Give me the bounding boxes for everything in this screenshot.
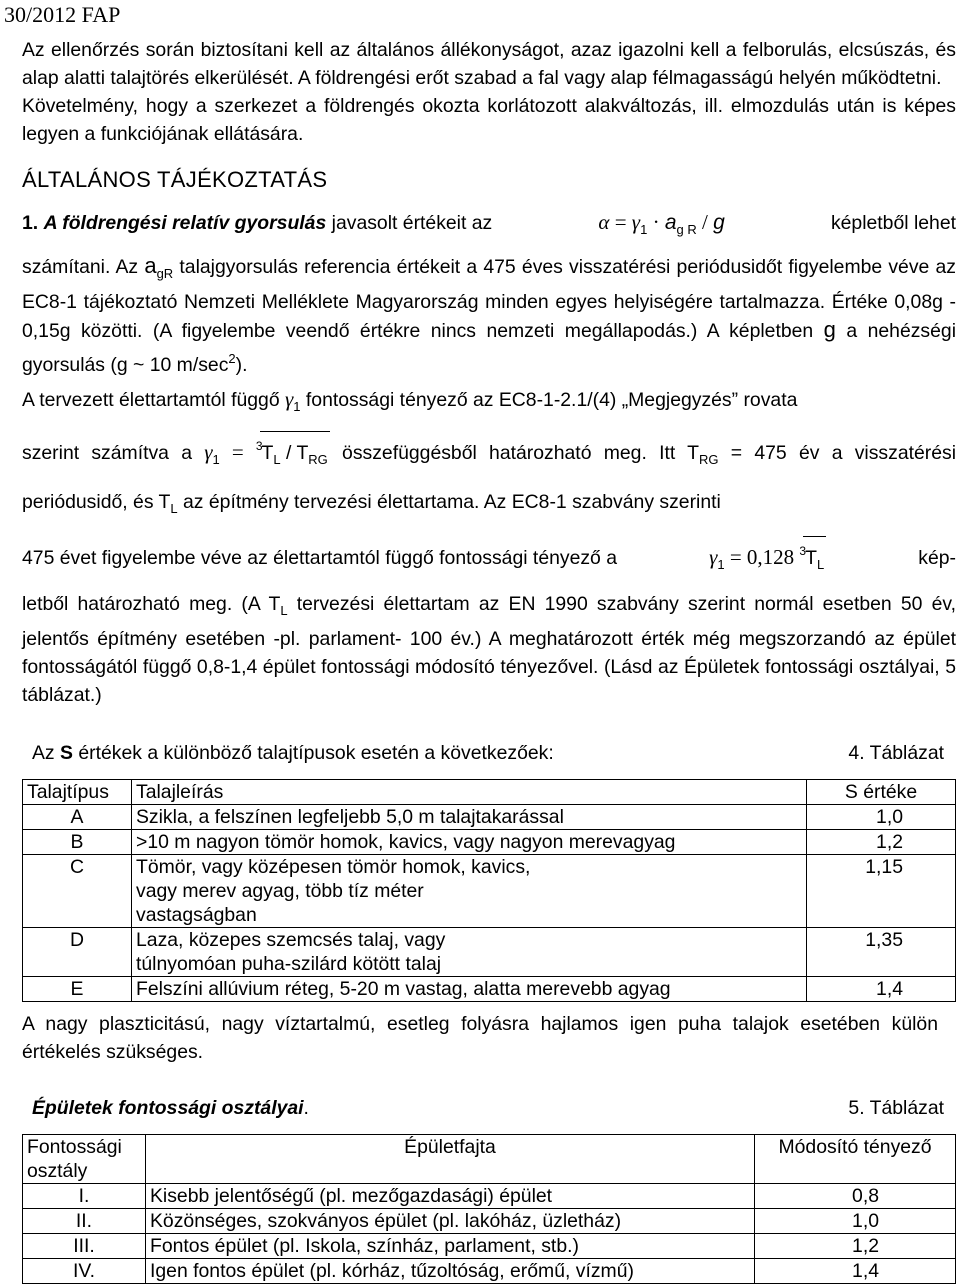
gamma-formula-paragraph: szerint számítva a $\gamma_1 = ^3T_L / T_{RG}$ összefüggésből határozható meg. Itt $T_{RG} = 475$ év a visszatérési periódusidő, és $T_L$ az építmény tervezési élettartama. Az EC8-1 szabvány szerinti: [22, 425, 956, 530]
gamma-value-line: 475 évet figyelembe véve az élettartamtól függő fontossági tényező a $\gamma_1 = 0,128$ $^3T_L$ kép-: [22, 530, 956, 586]
table-row: I. Kisebb jelentőségű (pl. mezőgazdasági) épület 0,8: [23, 1184, 956, 1209]
document-code: 30/2012 FAP: [4, 2, 121, 27]
section-title: ÁLTALÁNOS TÁJÉKOZTATÁS: [22, 167, 328, 192]
item1-first-line: 1. A földrengési relatív gyorsulás javasolt értékeit az $\alpha = \gamma_1 \cdot a_{g R} / g$ képletből lehet: [22, 208, 956, 244]
gamma-line: A tervezett élettartamtól függő $\gamma_1$ fontossági tényező az EC8-1-2.1/(4) „Megjegyzés” rovata: [22, 387, 798, 414]
intro-paragraph-2: Követelmény, hogy a szerkezet a földrengés okozta korlátozott alakváltozás, ill. elmozdulás után is képes legyen a funkciójának ellátására.: [22, 95, 956, 145]
gamma-value-formula: $\gamma_1 = 0,128$ $^3T_L$: [709, 530, 826, 586]
table-row: D Laza, közepes szemcsés talaj, vagy túlnyomóan puha-szilárd kötött talaj 1,35: [23, 928, 956, 977]
item1-tail: letből határozható meg. (A $T_L$ tervezési élettartam az EN 1990 szabvány szerint normál esetben 50 év, jelentős építmény esetében -pl. parlament- 100 év.) A meghatározott érték még megszorzandó az épület fontosságától függő 0,8-1,4 épület fontossági módosító tényezővel. (Lásd az Épületek fontossági osztályai, 5 táblázat.): [22, 593, 956, 706]
table5-caption: Épületek fontossági osztályai. 5. Táblázat: [32, 1094, 956, 1122]
table-row: II. Közönséges, szokványos épület (pl. lakóház, üzletház) 1,0: [23, 1209, 956, 1234]
alpha-formula: $\alpha = \gamma_1 \cdot a_{g R} / g$: [598, 210, 725, 237]
table-row: B >10 m nagyon tömör homok, kavics, vagy nagyon merevagyag 1,2: [23, 830, 956, 855]
table-row: E Felszíni allúvium réteg, 5-20 m vastag, alatta merevebb agyag 1,4: [23, 977, 956, 1002]
table4-note: A nagy plaszticitású, nagy víztartalmú, esetleg folyásra hajlamos igen puha talajok esetében külön értékelés szükséges.: [22, 1013, 938, 1063]
table-header-row: Talajtípus Talajleírás S értéke: [23, 780, 956, 805]
page-body: [22, 36, 956, 1284]
table5-label: 5. Táblázat: [848, 1097, 944, 1119]
table-row: IV. Igen fontos épület (pl. kórház, tűzoltóság, erőmű, vízmű) 1,4: [23, 1259, 956, 1284]
soil-type-table: [22, 779, 956, 1002]
table4-caption: Az S értékek a különböző talajtípusok esetén a következőek: 4. Táblázat: [32, 739, 956, 767]
item-term: A földrengési relatív gyorsulás: [43, 212, 327, 234]
table-row: C Tömör, vagy középesen tömör homok, kavics, vagy merev agyag, több tíz méter vastagságban 1,15: [23, 855, 956, 928]
gamma-root-formula: $\gamma_1 = ^3T_L / T_{RG}$: [204, 442, 330, 464]
item-number: 1.: [22, 212, 39, 234]
building-class-table: [22, 1134, 956, 1284]
intro-paragraph-1: Az ellenőrzés során biztosítani kell az általános állékonyságot, azaz igazolni kell a felborulás, elcsúszás, és alap alatti talajtörés elkerülését. A földrengési erőt szabad a fal vagy alap félmagasságú helyén működtetni.: [22, 39, 956, 89]
table-header-row: Fontossági osztály Épületfajta Módosító tényező: [23, 1135, 956, 1184]
table-row: III. Fontos épület (pl. Iskola, színház, parlament, stb.) 1,2: [23, 1234, 956, 1259]
table4-label: 4. Táblázat: [848, 742, 944, 764]
table-row: A Szikla, a felszínen legfeljebb 5,0 m talajtakarással 1,0: [23, 805, 956, 830]
item1-body: számítani. Az $a_{gR}$ talajgyorsulás referencia értékeit a 475 éves visszatérési periódusidőt figyelembe véve az EC8-1 tájékoztató Nemzeti Melléklete Magyarország minden egyes helyiségére tartalmazza. Értéke 0,08g - 0,15g közötti. (A figyelembe veendő értékre nincs nemzeti megállapodás.) A képletben g a nehézségi gyorsulás (g ~ 10 $m/\sec^2$).: [22, 253, 957, 376]
